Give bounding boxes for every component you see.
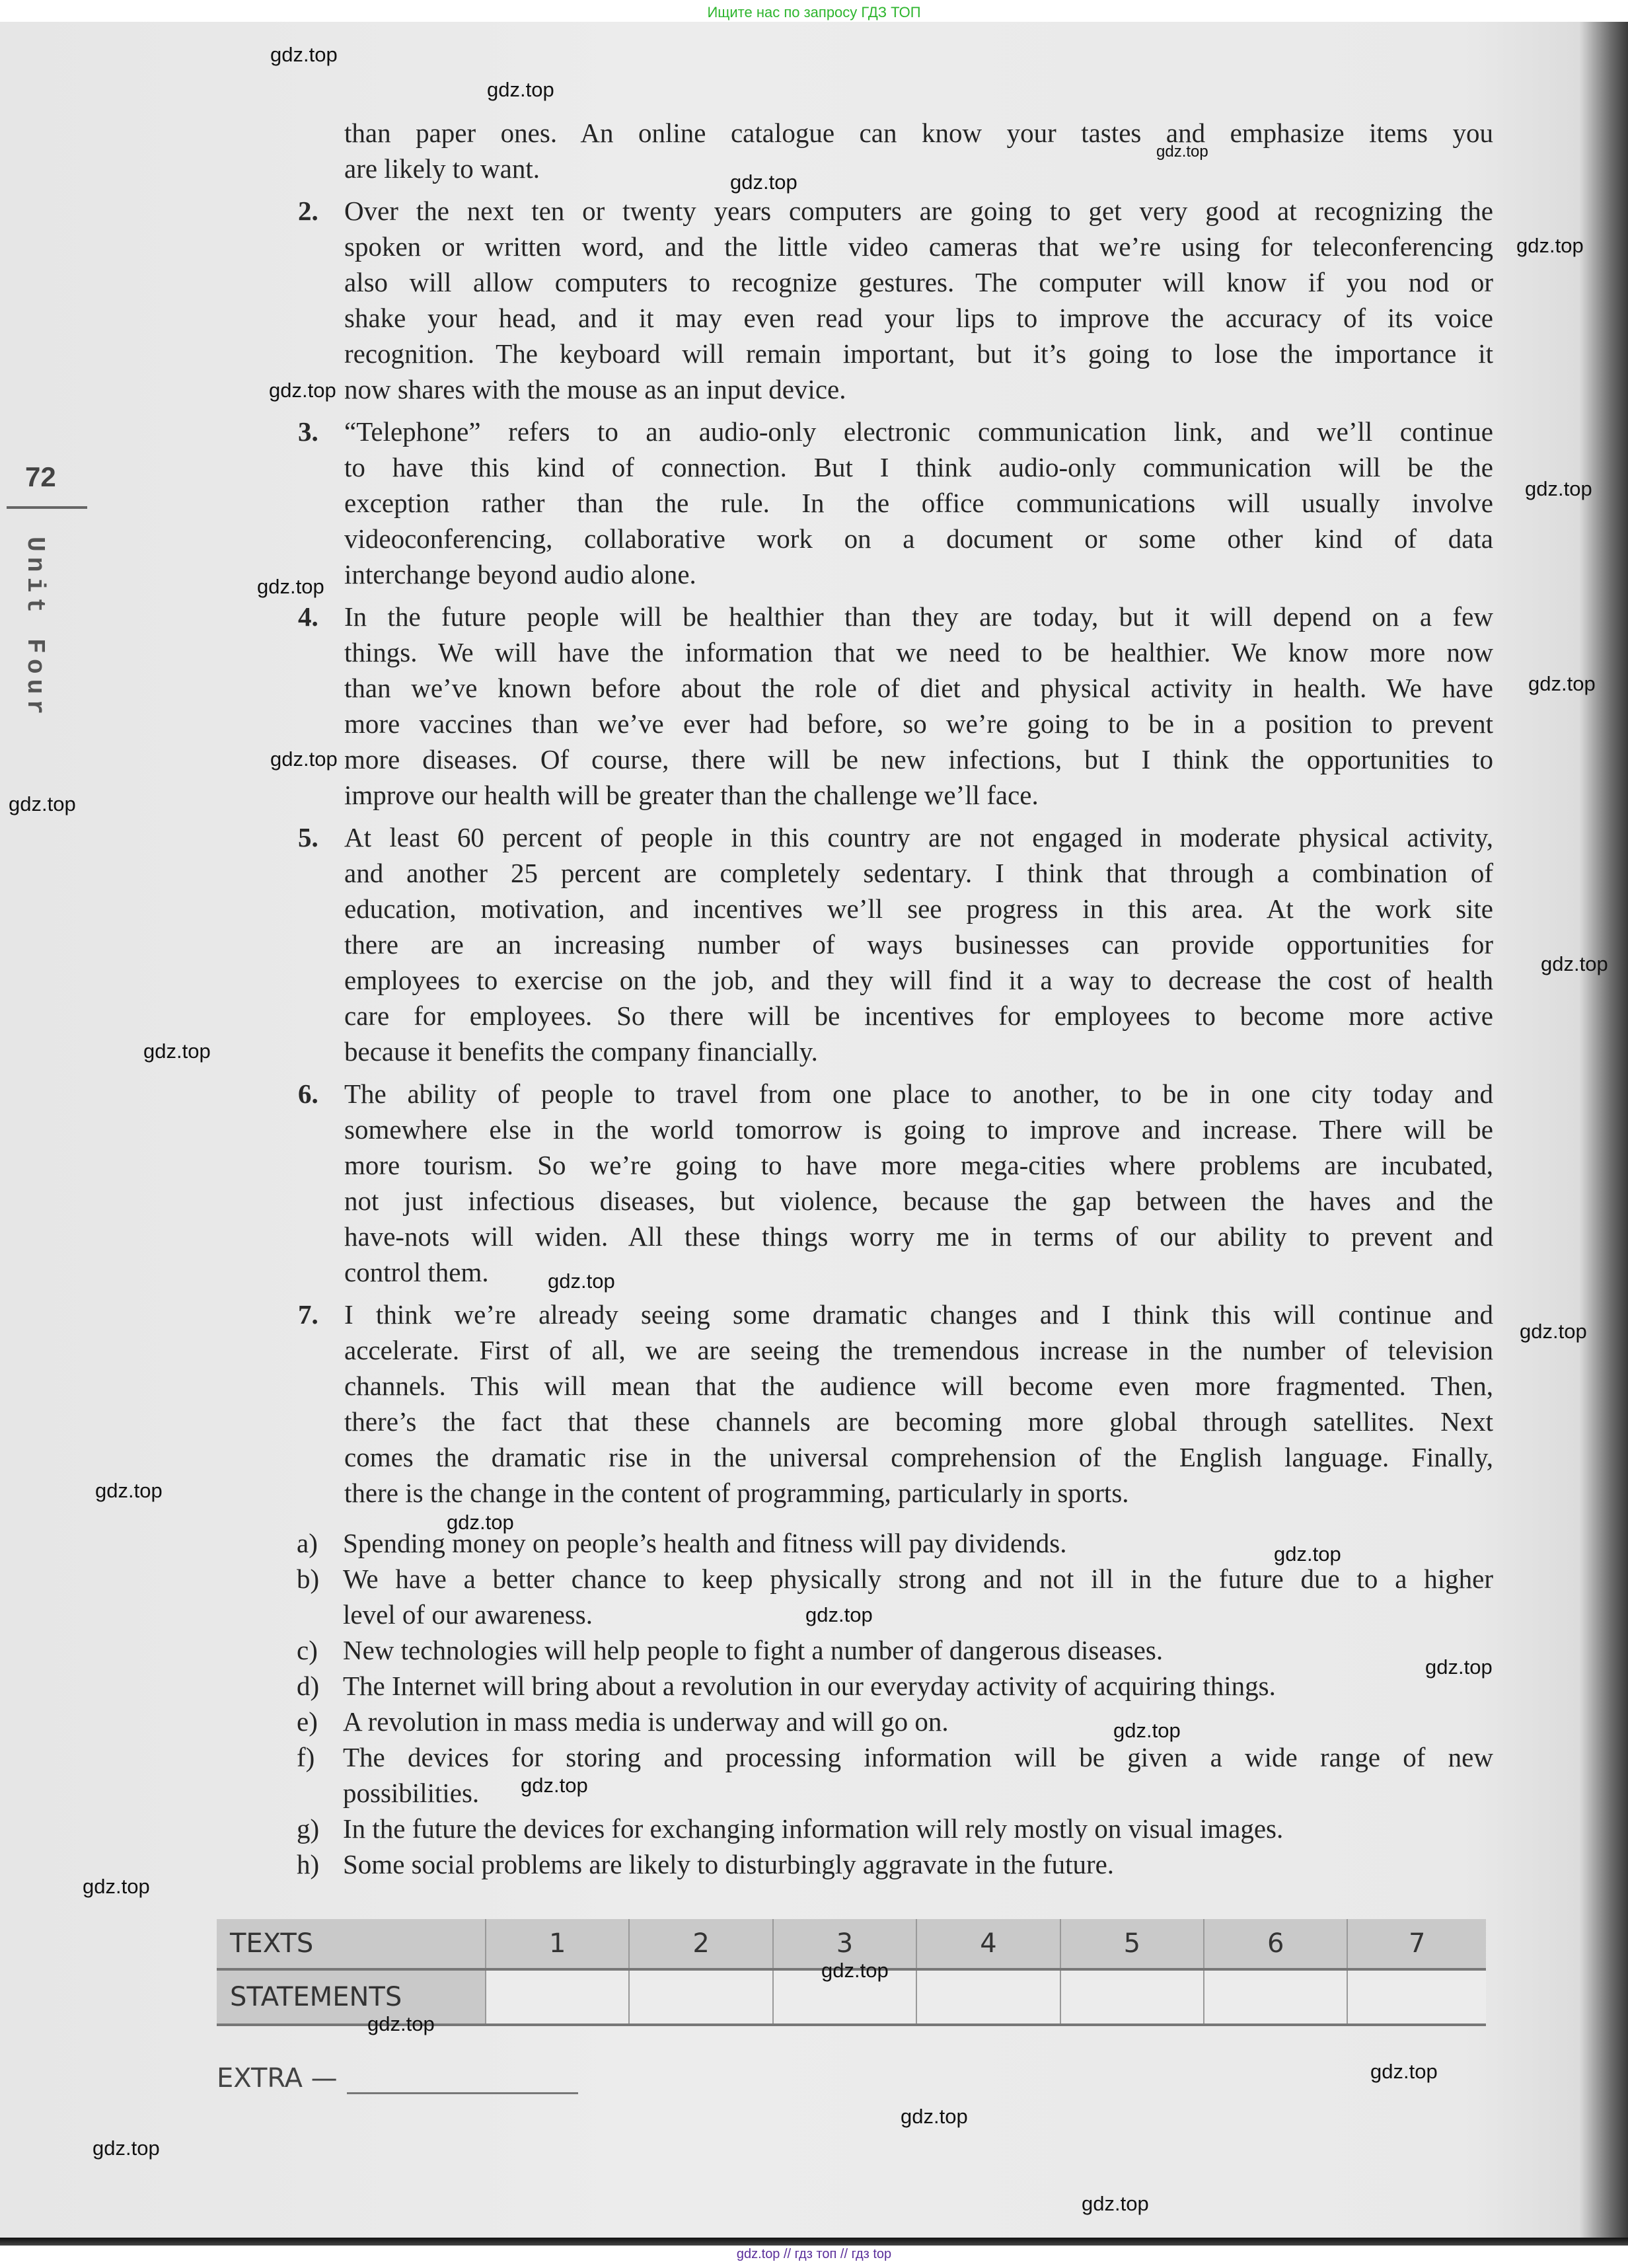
text-column: 4: [916, 1919, 1060, 1969]
statement-item: [0, 1739, 1628, 1811]
paragraph: [0, 1076, 1628, 1290]
watermark: gdz.top: [92, 2136, 160, 2160]
paragraph: [0, 819, 1628, 1069]
statement-text: Spending money on people’s health and fitness will pay dividends.: [343, 1528, 1067, 1558]
text-line: shake your head, and it may even read your lips to improve the accuracy of its voice: [344, 303, 1493, 333]
unit-label: Unit Four: [20, 537, 49, 720]
answer-cell[interactable]: [486, 1969, 629, 2025]
statement-text: The devices for storing and processing information will be given a wide range of new: [343, 1742, 1493, 1772]
text-line: control them.: [344, 1257, 489, 1287]
watermark: gdz.top: [143, 1040, 211, 1063]
statement-letter: d): [297, 1671, 320, 1701]
text-line: than paper ones. An online catalogue can know your tastes and emphasize items you: [344, 118, 1493, 148]
statement-item: [0, 1811, 1628, 1846]
paragraph-number: 4.: [298, 601, 318, 632]
statement-text: In the future the devices for exchanging information will rely mostly on visual images.: [343, 1813, 1284, 1844]
text-line: At least 60 percent of people in this country are not engaged in moderate physical activity,: [344, 822, 1493, 852]
text-line: recognition. The keyboard will remain important, but it’s going to lose the importance it: [344, 338, 1493, 369]
watermark: gdz.top: [821, 1959, 889, 1982]
text-line: there is the change in the content of programming, particularly in sports.: [344, 1478, 1129, 1508]
text-line: than we’ve known before about the role of diet and physical activity in health. We have: [344, 673, 1493, 703]
statement-text: A revolution in mass media is underway and will go on.: [343, 1706, 949, 1737]
statement-text: possibilities.: [343, 1778, 480, 1808]
watermark: gdz.top: [1528, 672, 1596, 695]
watermark: gdz.top: [1541, 952, 1608, 975]
text-line: Over the next ten or twenty years computers are going to get very good at recognizing the: [344, 196, 1493, 226]
statement-item: [0, 1632, 1628, 1668]
statements-header: STATEMENTS: [217, 1969, 486, 2025]
text-line: In the future people will be healthier than they are today, but it will depend on a few: [344, 601, 1493, 632]
watermark: gdz.top: [487, 78, 554, 101]
watermark: gdz.top: [447, 1511, 514, 1534]
text-line: and another 25 percent are completely sedentary. I think that through a combination of: [344, 858, 1493, 888]
text-line: employees to exercise on the job, and they will find it a way to decrease the cost of health: [344, 965, 1493, 995]
page-number: 72: [25, 461, 56, 492]
paragraph-number: 5.: [298, 822, 318, 852]
watermark: gdz.top: [901, 2105, 968, 2128]
watermark: gdz.top: [521, 1774, 588, 1797]
page-bottom-edge: [0, 2238, 1628, 2246]
text-line: are likely to want.: [344, 153, 540, 184]
text-column: 5: [1060, 1919, 1204, 1969]
text-line: now shares with the mouse as an input device.: [344, 374, 846, 404]
text-column: 6: [1204, 1919, 1347, 1969]
text-line: things. We will have the information that we need to be healthier. We know more now: [344, 637, 1493, 667]
text-line: have-nots will widen. All these things worry me in terms of our ability to prevent and: [344, 1221, 1493, 1252]
text-line: accelerate. First of all, we are seeing the tremendous increase in the number of television: [344, 1335, 1493, 1365]
watermark: gdz.top: [1274, 1542, 1341, 1566]
answer-cell[interactable]: [1204, 1969, 1347, 2025]
watermark: gdz.top: [269, 379, 336, 402]
statement-letter: g): [297, 1813, 320, 1844]
text-line: also will allow computers to recognize gestures. The computer will know if you nod or: [344, 267, 1493, 297]
watermark: gdz.top: [367, 2012, 435, 2035]
text-line: education, motivation, and incentives we’ll see progress in this area. At the work site: [344, 893, 1493, 924]
statement-item: [0, 1668, 1628, 1704]
text-line: videoconferencing, collaborative work on a document or some other kind of data: [344, 523, 1493, 554]
statement-letter: a): [297, 1528, 318, 1558]
watermark: gdz.top: [9, 792, 76, 815]
watermark: gdz.top: [270, 43, 338, 66]
text-line: comes the dramatic rise in the universal comprehension of the English language. Finally,: [344, 1442, 1493, 1472]
text-line: more vaccines than we’ve ever had before, so we’re going to be in a position to prevent: [344, 708, 1493, 739]
statement-letter: f): [297, 1742, 315, 1772]
paragraph: [0, 599, 1628, 813]
statement-text: New technologies will help people to fight a number of dangerous diseases.: [343, 1635, 1164, 1665]
paragraph: [0, 414, 1628, 592]
statements-list: [0, 1525, 1628, 1882]
paragraph: [0, 115, 1628, 186]
watermark: gdz.top: [1520, 1320, 1587, 1343]
text-line: The ability of people to travel from one place to another, to be in one city today and: [344, 1078, 1493, 1109]
text-line: interchange beyond audio alone.: [344, 559, 696, 589]
text-line: there are an increasing number of ways businesses can provide opportunities for: [344, 929, 1493, 960]
watermark: gdz.top: [95, 1479, 163, 1502]
text-line: more tourism. So we’re going to have more mega-cities where problems are incubated,: [344, 1150, 1493, 1180]
watermark: gdz.top: [257, 575, 324, 598]
watermark: gdz.top: [1370, 2060, 1438, 2083]
top-note: Ищите нас по запросу ГДЗ ТОП: [707, 4, 921, 20]
extra-answer-line[interactable]: [347, 2092, 578, 2094]
text-line: there’s the fact that these channels are becoming more global through satellites. Next: [344, 1406, 1493, 1437]
watermark: gdz.top: [1082, 2192, 1149, 2215]
text-line: because it benefits the company financially.: [344, 1036, 818, 1067]
text-line: somewhere else in the world tomorrow is going to improve and increase. There will be: [344, 1114, 1493, 1145]
text-column: 2: [629, 1919, 772, 1969]
text-line: “Telephone” refers to an audio-only electronic communication link, and we’ll continue: [344, 416, 1493, 447]
answer-cell[interactable]: [916, 1969, 1060, 2025]
paragraph-number: 6.: [298, 1078, 318, 1109]
text-line: spoken or written word, and the little video cameras that we’re using for teleconferencing: [344, 231, 1493, 262]
text-line: exception rather than the rule. In the office communications will usually involve: [344, 488, 1493, 518]
answer-cell[interactable]: [629, 1969, 772, 2025]
answer-cell[interactable]: [1060, 1969, 1204, 2025]
statement-letter: h): [297, 1849, 320, 1879]
statement-letter: c): [297, 1635, 318, 1665]
paragraph-number: 7.: [298, 1299, 318, 1330]
text-line: to have this kind of connection. But I think audio-only communication will be the: [344, 452, 1493, 482]
paragraph-number: 3.: [298, 416, 318, 447]
text-column: 3: [773, 1919, 916, 1969]
bottom-note: gdz.top // гдз топ // гдз top: [736, 2247, 892, 2261]
statement-letter: b): [297, 1564, 320, 1594]
watermark: gdz.top: [548, 1269, 615, 1293]
watermark: gdz.top: [730, 170, 797, 194]
text-line: I think we’re already seeing some dramatic changes and I think this will continue and: [344, 1299, 1493, 1330]
paragraph-number: 2.: [298, 196, 318, 226]
text-line: improve our health will be greater than the challenge we’ll face.: [344, 780, 1039, 810]
text-line: channels. This will mean that the audience will become even more fragmented. Then,: [344, 1371, 1493, 1401]
text-line: not just infectious diseases, but violence, because the gap between the haves and the: [344, 1186, 1493, 1216]
paragraph: [0, 1297, 1628, 1511]
watermark: gdz.top: [83, 1875, 150, 1898]
statement-letter: e): [297, 1706, 318, 1737]
watermark: gdz.top: [1516, 234, 1584, 257]
statement-text: level of our awareness.: [343, 1599, 593, 1630]
text-column: 7: [1347, 1919, 1486, 1969]
text-line: more diseases. Of course, there will be new infections, but I think the opportunities to: [344, 744, 1493, 775]
watermark: gdz.top: [1525, 477, 1592, 500]
statement-text: The Internet will bring about a revolution in our everyday activity of acquiring things.: [343, 1671, 1276, 1701]
statement-item: [0, 1846, 1628, 1882]
watermark: gdz.top: [270, 747, 338, 771]
extra-label: EXTRA —: [217, 2063, 338, 2094]
text-column: 1: [486, 1919, 629, 1969]
watermark: gdz.top: [1156, 143, 1208, 161]
watermark: gdz.top: [805, 1603, 873, 1626]
texts-header: TEXTS: [217, 1919, 486, 1969]
text-line: care for employees. So there will be incentives for employees to become more active: [344, 1001, 1493, 1031]
statement-text: Some social problems are likely to disturbingly aggravate in the future.: [343, 1849, 1115, 1879]
statement-item: [0, 1525, 1628, 1561]
answer-cell[interactable]: [1347, 1969, 1486, 2025]
watermark: gdz.top: [1113, 1719, 1181, 1742]
watermark: gdz.top: [1425, 1655, 1493, 1679]
statement-text: We have a better chance to keep physically strong and not ill in the future due to a higher: [343, 1564, 1493, 1594]
statement-item: [0, 1704, 1628, 1739]
paragraph: [0, 193, 1628, 407]
